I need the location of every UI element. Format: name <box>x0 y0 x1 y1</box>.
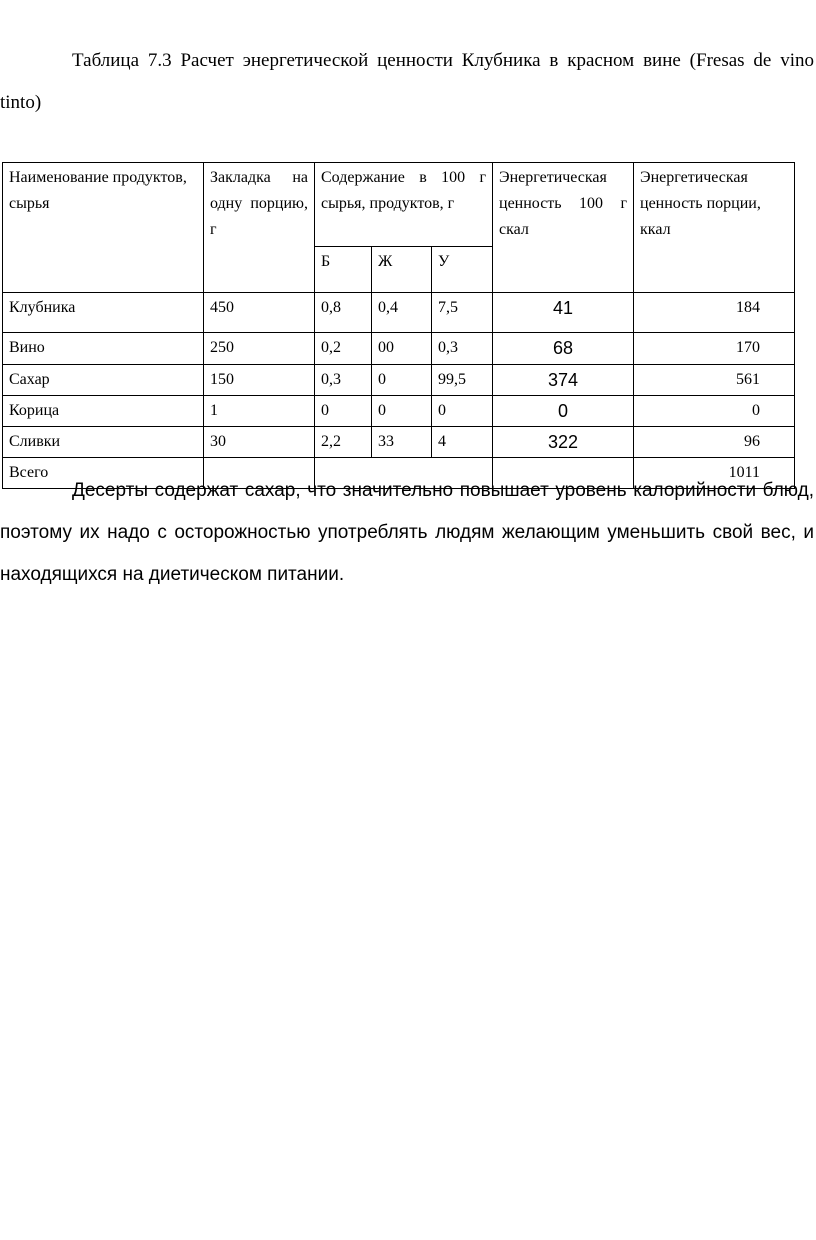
header-b: Б <box>315 247 372 293</box>
cell-energy-portion: 184 <box>634 293 795 333</box>
cell-zh: 0,4 <box>372 293 432 333</box>
cell-portion: 250 <box>204 333 315 365</box>
header-content: Содержание в 100 г сырья, продуктов, г <box>315 163 493 247</box>
cell-u: 99,5 <box>432 365 493 396</box>
cell-zh: 00 <box>372 333 432 365</box>
table-row <box>3 396 795 427</box>
header-zh: Ж <box>372 247 432 293</box>
header-u: У <box>432 247 493 293</box>
body-paragraph <box>0 470 814 596</box>
cell-b: 0,3 <box>315 365 372 396</box>
table-caption <box>0 40 814 124</box>
cell-energy-portion: 0 <box>634 396 795 427</box>
cell-energy-100: 41 <box>493 293 634 333</box>
cell-zh: 0 <box>372 396 432 427</box>
cell-name: Сливки <box>3 427 204 458</box>
cell-energy-100: 374 <box>493 365 634 396</box>
cell-portion: 450 <box>204 293 315 333</box>
cell-portion: 30 <box>204 427 315 458</box>
cell-portion: 150 <box>204 365 315 396</box>
cell-b: 2,2 <box>315 427 372 458</box>
cell-zh: 33 <box>372 427 432 458</box>
energy-table <box>2 162 795 489</box>
table-row <box>3 365 795 396</box>
table-row <box>3 293 795 333</box>
cell-b: 0,8 <box>315 293 372 333</box>
cell-zh: 0 <box>372 365 432 396</box>
header-energy-100: Энергетическая ценность 100 г скал <box>493 163 634 293</box>
header-row <box>3 163 795 247</box>
cell-u: 7,5 <box>432 293 493 333</box>
cell-name: Вино <box>3 333 204 365</box>
cell-energy-portion: 170 <box>634 333 795 365</box>
header-energy-portion: Энергетическая ценность порции, ккал <box>634 163 795 293</box>
table-row <box>3 333 795 365</box>
cell-u: 0 <box>432 396 493 427</box>
cell-energy-100: 68 <box>493 333 634 365</box>
cell-portion: 1 <box>204 396 315 427</box>
cell-name: Сахар <box>3 365 204 396</box>
cell-total-energy: 1011 <box>634 458 795 489</box>
cell-u: 4 <box>432 427 493 458</box>
cell-energy-portion: 96 <box>634 427 795 458</box>
cell-name: Клубника <box>3 293 204 333</box>
cell-b: 0 <box>315 396 372 427</box>
cell-energy-portion: 561 <box>634 365 795 396</box>
cell-energy-100: 0 <box>493 396 634 427</box>
header-portion: Закладка на одну порцию, г <box>204 163 315 293</box>
caption-text: Таблица 7.3 Расчет энергетической ценности Клубника в красном вине (Fresas de vino tinto) <box>0 50 814 113</box>
cell-b: 0,2 <box>315 333 372 365</box>
header-name: Наименование продуктов, сырья <box>3 163 204 293</box>
cell-total-label: Всего <box>3 458 204 489</box>
cell-energy-100: 322 <box>493 427 634 458</box>
table-row <box>3 427 795 458</box>
paragraph-text: Десерты содержат сахар, что значительно повышает уровень калорийности блюд, поэтому их надо с осторожностью употреблять людям желающим уменьшить свой вес, и находящихся на диетическом питании. <box>0 480 814 585</box>
cell-name: Корица <box>3 396 204 427</box>
cell-u: 0,3 <box>432 333 493 365</box>
